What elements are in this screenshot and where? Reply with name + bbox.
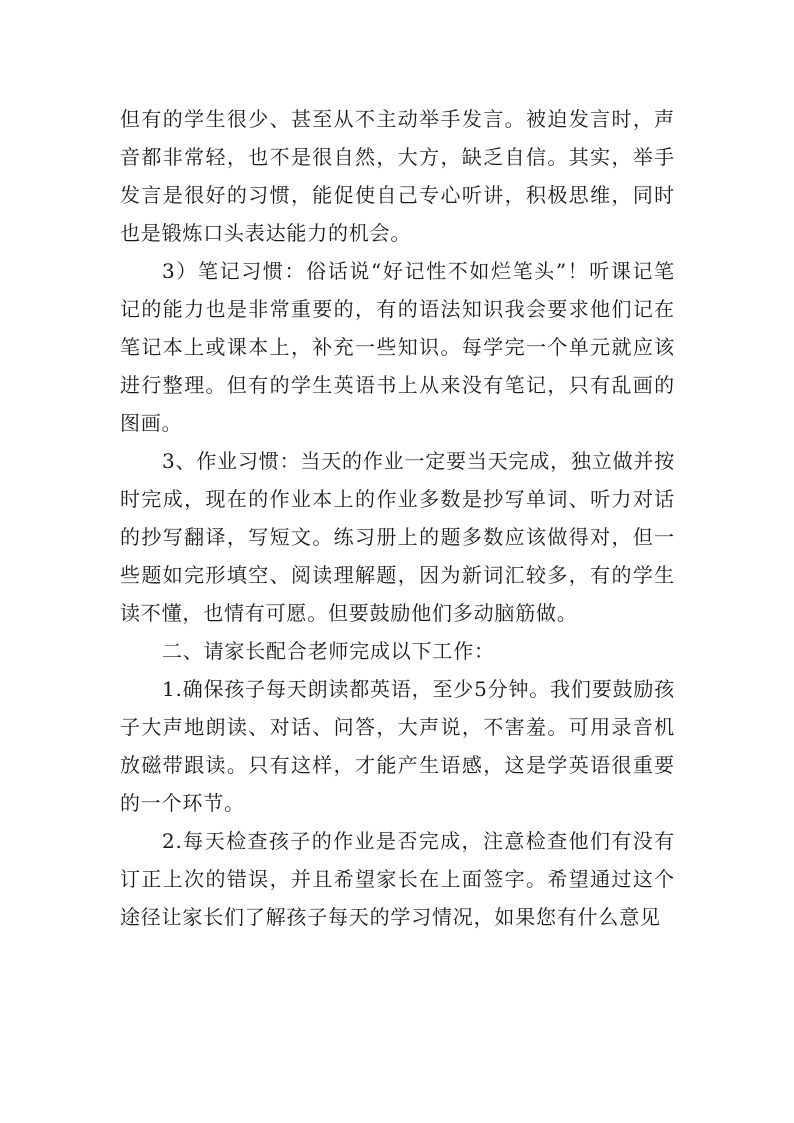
paragraph-note-habit: 3）笔记习惯：俗话说“好记性不如烂笔头”！听课记笔记的能力也是非常重要的，有的语法知识我会要求他们记在笔记本上或课本上，补充一些知识。每学完一个单元就应该进行整理。但有的学生英语书上从来没有笔记，只有乱画的图画。 <box>120 259 675 435</box>
paragraph-item-1-reading: 1.确保孩子每天朗读都英语，至少5分钟。我们要鼓励孩子大声地朗读、对话、问答，大声说，不害羞。可用录音机放磁带跟读。只有这样，才能产生语感，这是学英语很重要的一个环节。 <box>120 677 675 815</box>
paragraph-homework-habit: 3、作业习惯：当天的作业一定要当天完成，独立做并按时完成，现在的作业本上的作业多数是抄写单词、听力对话的抄写翻译，写短文。练习册上的题多数应该做得对，但一些题如完形填空、阅读理解题，因为新词汇较多，有的学生读不懂，也情有可愿。但要鼓励他们多动脑筋做。 <box>120 449 675 625</box>
section-heading-parent-cooperation: 二、请家长配合老师完成以下工作： <box>162 639 495 663</box>
paragraph-speaking-habit: 但有的学生很少、甚至从不主动举手发言。被迫发言时，声音都非常轻，也不是很自然，大方，缺乏自信。其实，举手发言是很好的习惯，能促使自己专心听讲，积极思维，同时也是锻炼口头表达能力的机会。 <box>120 107 675 245</box>
paragraph-item-2-checking: 2.每天检查孩子的作业是否完成，注意检查他们有没有订正上次的错误，并且希望家长在上面签字。希望通过这个途径让家长们了解孩子每天的学习情况，如果您有什么意见 <box>120 829 675 929</box>
document-body <box>120 100 675 936</box>
